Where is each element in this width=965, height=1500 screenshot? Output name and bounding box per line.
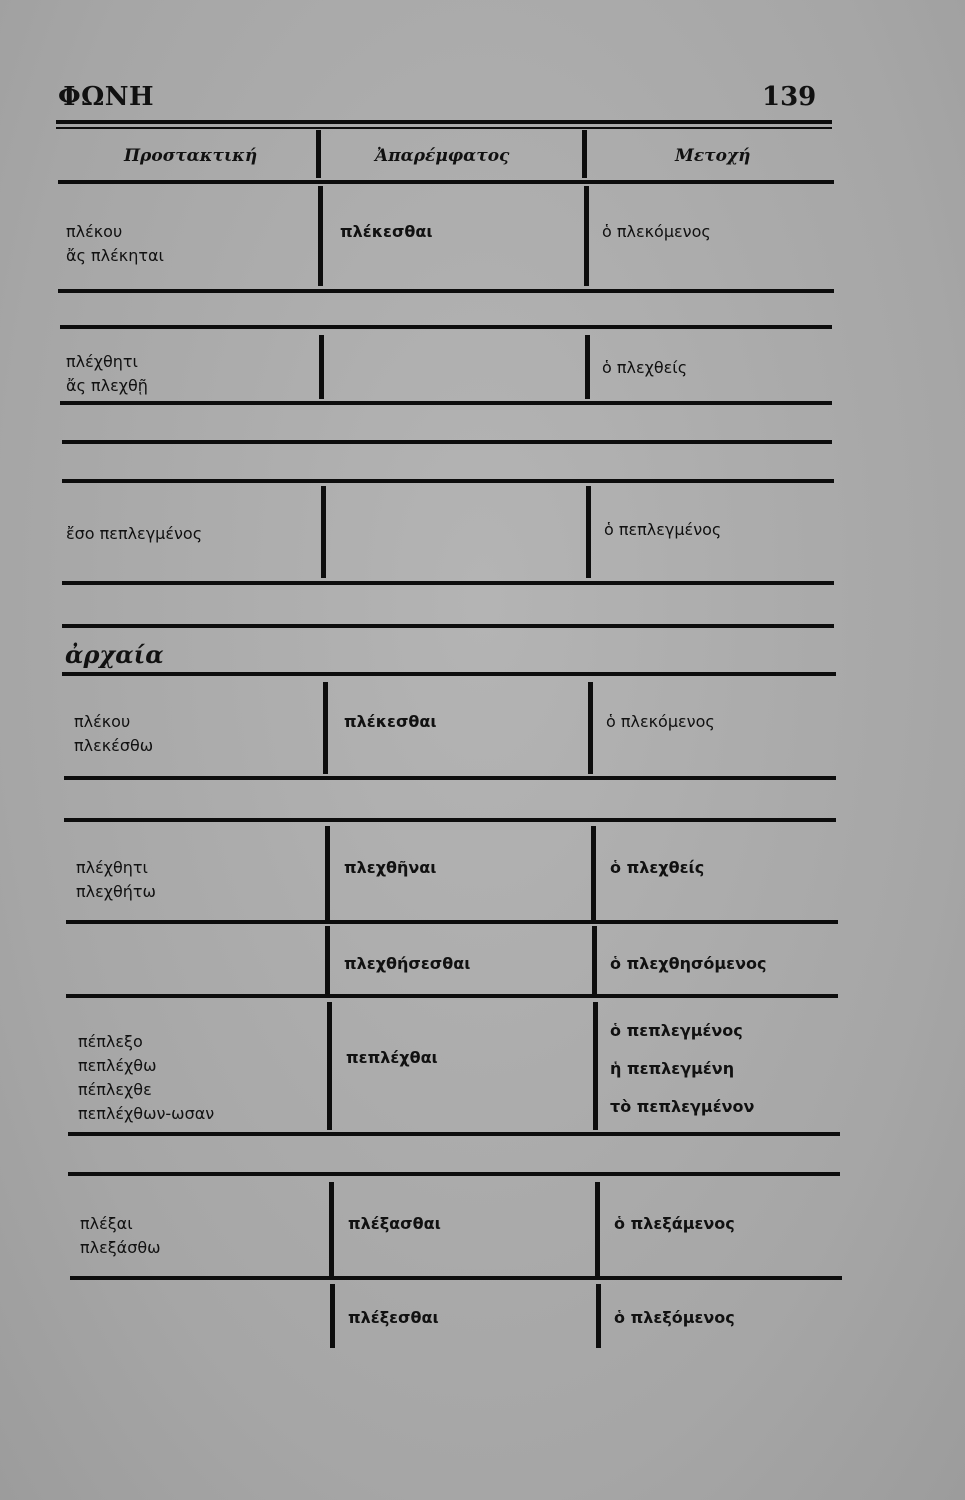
participle-cell bbox=[602, 220, 711, 244]
form-text: ὁ πεπλεγμένος bbox=[604, 520, 722, 539]
table-rule bbox=[68, 1132, 840, 1136]
form-text: ὁ πλεχθείς bbox=[610, 858, 705, 877]
participle-cell bbox=[614, 1306, 735, 1330]
form-text: ὁ πλεξόμενος bbox=[614, 1308, 735, 1327]
column-divider bbox=[325, 926, 330, 994]
column-divider bbox=[588, 682, 593, 774]
column-heading-imperative: Προστακτική bbox=[124, 146, 258, 166]
column-divider bbox=[584, 186, 589, 286]
column-divider bbox=[591, 826, 596, 920]
form-text: τὸ πεπλεγμένον bbox=[610, 1097, 755, 1116]
column-heading-infinitive: Ἀπαρέμφατος bbox=[375, 146, 510, 166]
column-divider bbox=[327, 1002, 332, 1130]
participle-cell bbox=[602, 356, 687, 380]
participle-cell bbox=[610, 856, 704, 880]
imperative-cell bbox=[66, 220, 164, 268]
participle-cell bbox=[610, 952, 766, 976]
table-rule bbox=[62, 624, 834, 628]
imperative-cell bbox=[66, 350, 148, 398]
form-text: πλέχθητι bbox=[76, 858, 148, 877]
table-rule bbox=[62, 672, 836, 676]
column-divider bbox=[325, 826, 330, 920]
column-divider bbox=[596, 1284, 601, 1348]
table-rule bbox=[60, 401, 832, 405]
table-rule bbox=[66, 920, 838, 924]
imperative-cell bbox=[80, 1212, 161, 1260]
column-divider bbox=[582, 130, 587, 178]
table-rule bbox=[64, 818, 836, 822]
table-rule bbox=[68, 1172, 840, 1176]
form-text: πλέχθητι bbox=[66, 352, 138, 371]
table-rule bbox=[62, 581, 834, 585]
form-text: πλέκου bbox=[66, 222, 123, 241]
table-rule bbox=[62, 479, 834, 483]
column-divider bbox=[323, 682, 328, 774]
header-rule-2 bbox=[56, 127, 832, 129]
form-text: ὁ πλεχθησόμενος bbox=[610, 954, 767, 973]
infinitive-cell: πλέξεσθαι bbox=[348, 1308, 439, 1327]
header-rule bbox=[56, 120, 832, 124]
participle-cell bbox=[606, 710, 715, 734]
infinitive-cell: πλέκεσθαι bbox=[344, 712, 437, 731]
column-heading-participle: Μετοχή bbox=[675, 146, 751, 166]
column-divider bbox=[592, 926, 597, 994]
table-rule bbox=[62, 440, 832, 444]
column-divider bbox=[330, 1284, 335, 1348]
column-divider bbox=[316, 130, 321, 178]
column-divider bbox=[321, 486, 326, 578]
table-rule bbox=[58, 289, 834, 293]
form-text: ὁ πλεκόμενος bbox=[606, 712, 715, 731]
infinitive-cell: πλέκεσθαι bbox=[340, 222, 433, 241]
form-text: ὁ πλεχθείς bbox=[602, 358, 688, 377]
form-text: πλεξάσθω bbox=[80, 1238, 161, 1257]
infinitive-cell: πλέξασθαι bbox=[348, 1214, 441, 1233]
participle-cell bbox=[604, 518, 721, 542]
form-text: πλεκέσθω bbox=[74, 736, 154, 755]
form-text: πεπλέχθων-ωσαν bbox=[78, 1104, 215, 1123]
column-divider bbox=[319, 335, 324, 399]
column-divider bbox=[593, 1002, 598, 1130]
table-rule bbox=[58, 180, 834, 184]
column-divider bbox=[595, 1182, 600, 1276]
table-rule bbox=[60, 325, 832, 329]
form-text: ἔσο πεπλεγμένος bbox=[66, 524, 203, 543]
form-text: πέπλεξο bbox=[78, 1032, 143, 1051]
form-text: ἄς πλέκηται bbox=[66, 246, 164, 265]
participle-cell bbox=[614, 1212, 735, 1236]
column-divider bbox=[318, 186, 323, 286]
table-rule bbox=[70, 1276, 842, 1280]
imperative-cell bbox=[78, 1030, 214, 1126]
table-rule bbox=[64, 776, 836, 780]
section-title: ἀρχαία bbox=[65, 640, 164, 669]
table-rule bbox=[66, 994, 838, 998]
page-number: 139 bbox=[762, 82, 817, 112]
form-text: ἡ πεπλεγμένη bbox=[610, 1059, 735, 1078]
form-text: πλέξαι bbox=[80, 1214, 133, 1233]
form-text: ἄς πλεχθῇ bbox=[66, 376, 148, 395]
participle-cell bbox=[610, 1012, 754, 1126]
form-text: πεπλέχθω bbox=[78, 1056, 157, 1075]
column-divider bbox=[585, 335, 590, 399]
infinitive-cell: πεπλέχθαι bbox=[346, 1048, 438, 1067]
column-divider bbox=[586, 486, 591, 578]
infinitive-cell: πλεχθήσεσθαι bbox=[344, 954, 471, 973]
imperative-cell bbox=[66, 522, 202, 546]
column-divider bbox=[329, 1182, 334, 1276]
form-text: πλέκου bbox=[74, 712, 131, 731]
form-text: ὁ πλεξάμενος bbox=[614, 1214, 735, 1233]
form-text: ὁ πλεκόμενος bbox=[602, 222, 711, 241]
form-text: πέπλεχθε bbox=[78, 1080, 152, 1099]
form-text: ὁ πεπλεγμένος bbox=[610, 1021, 743, 1040]
imperative-cell bbox=[74, 710, 153, 758]
infinitive-cell: πλεχθῆναι bbox=[344, 858, 437, 877]
imperative-cell bbox=[76, 856, 156, 904]
running-title: ΦΩΝΗ bbox=[58, 82, 155, 112]
form-text: πλεχθήτω bbox=[76, 882, 156, 901]
